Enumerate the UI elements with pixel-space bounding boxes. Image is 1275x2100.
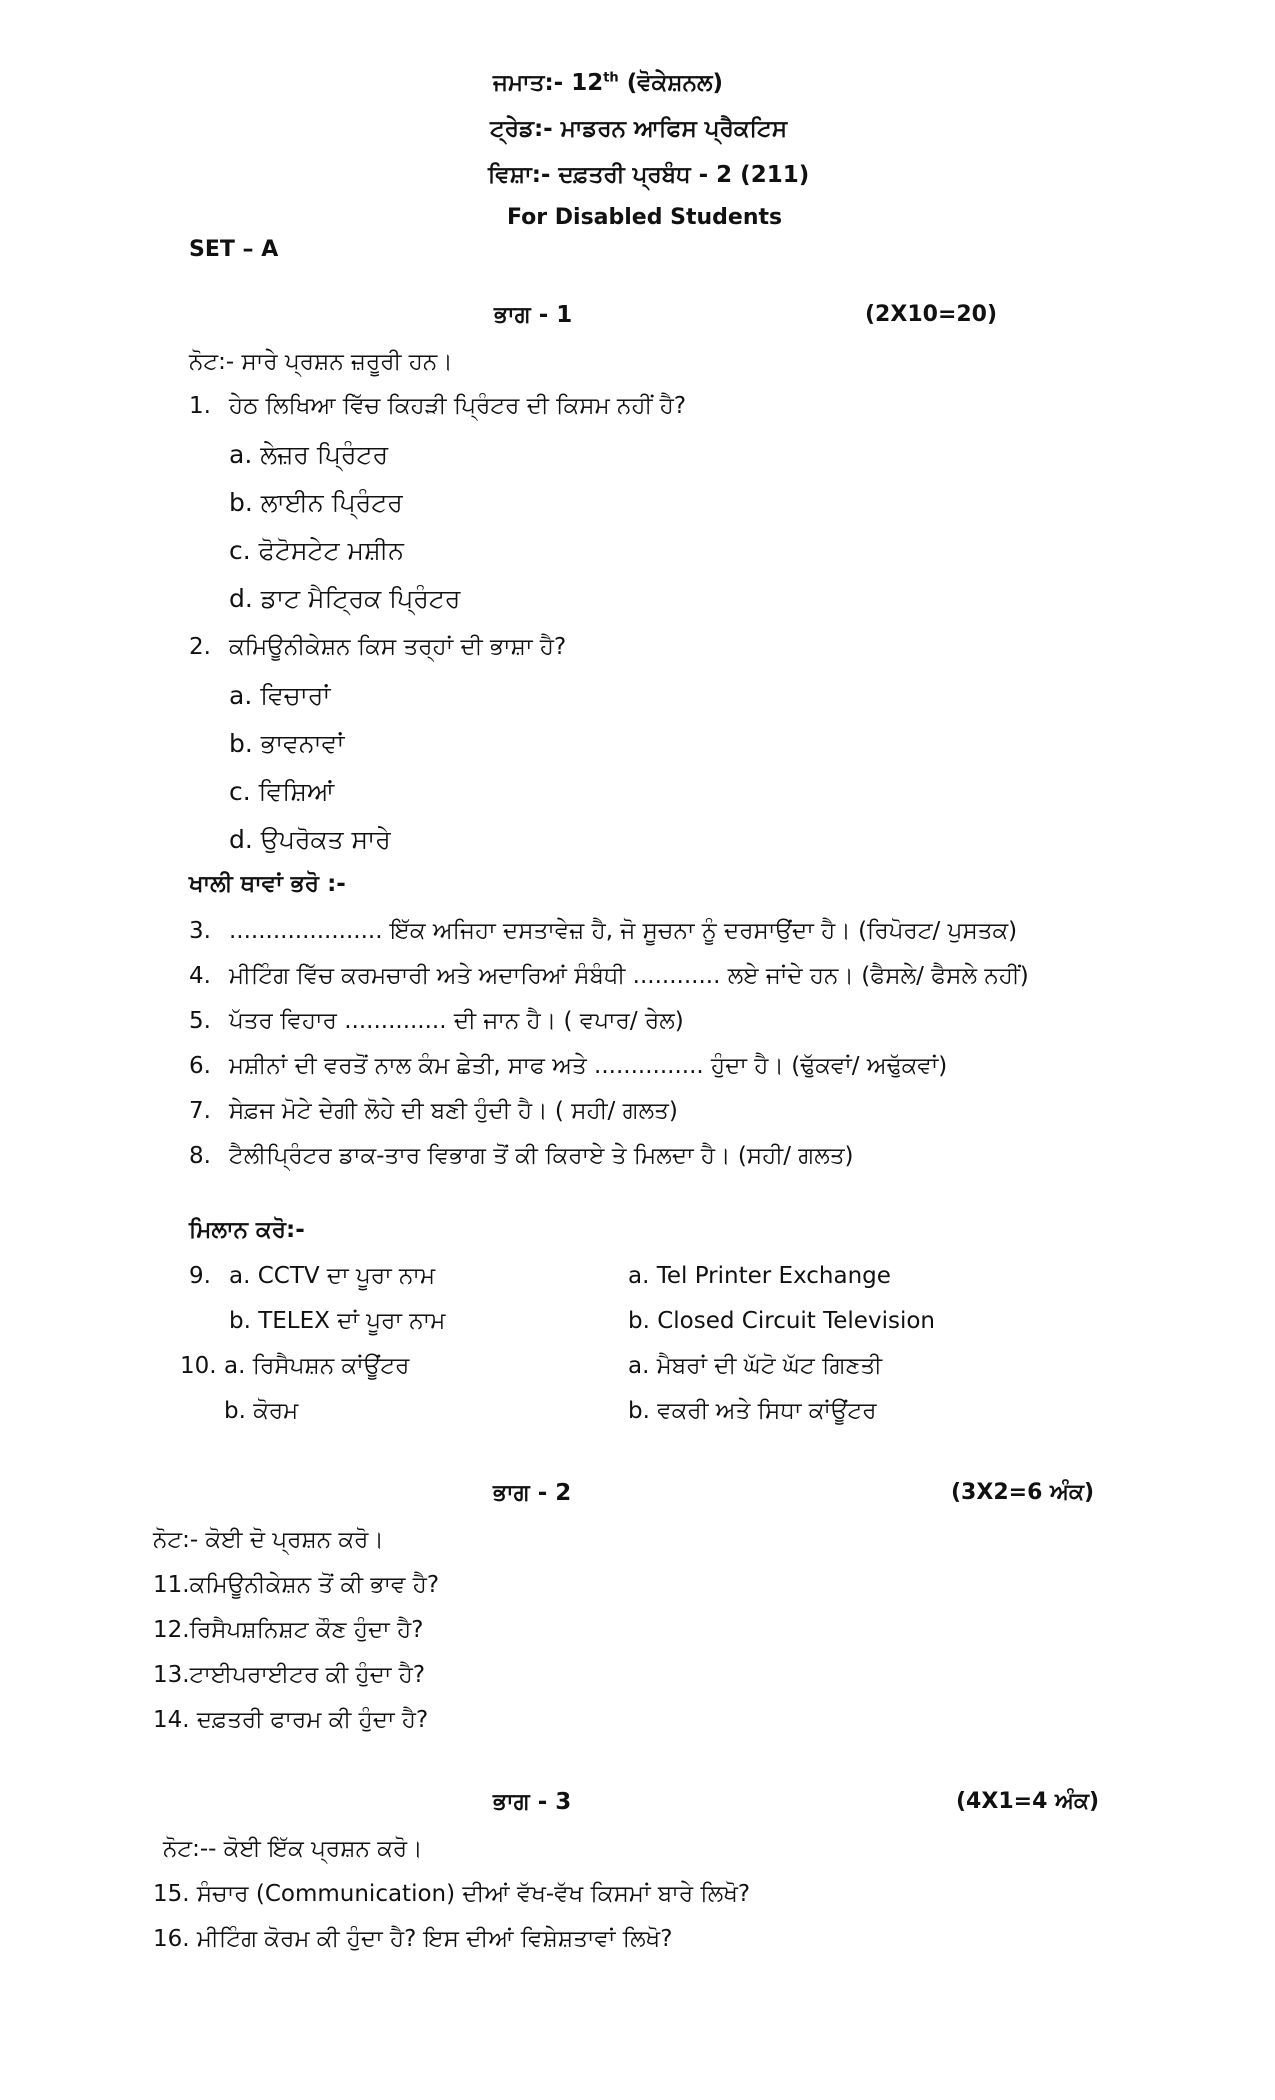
part2-marks: (3X2=6 ਅੰਕ) [951,1480,1095,1505]
q2-number: 2. [189,634,211,660]
q6-text: ਮਸ਼ੀਨਾਂ ਦੀ ਵਰਤੋਂ ਨਾਲ ਕੰਮ ਛੇਤੀ, ਸਾਫ ਅਤੇ ............... ਹੁੰਦਾ ਹੈ। (ਢੁੱਕਵਾਂ/ ਅਢੁੱਕਵਾਂ) [229,1053,948,1079]
set-label: SET – A [189,237,279,262]
option-text: ਉਪਰੋਕਤ ਸਾਰੇ [260,825,391,854]
part1-marks: (2X10=20) [865,302,998,327]
part3-title: ਭਾਗ - 3 [493,1789,572,1815]
q1-text: ਹੇਠ ਲਿਖਿਆ ਵਿੱਚ ਕਿਹੜੀ ਪ੍ਰਿੰਟਰ ਦੀ ਕਿਸਮ ਨਹੀਂ ਹੈ? [229,393,687,419]
q14-text: 14. ਦਫ਼ਤਰੀ ਫਾਰਮ ਕੀ ਹੁੰਦਾ ਹੈ? [153,1707,429,1733]
q4-text: ਮੀਟਿੰਗ ਵਿੱਚ ਕਰਮਚਾਰੀ ਅਤੇ ਅਦਾਰਿਆਂ ਸੰਬੰਧੀ ............ ਲਏ ਜਾਂਦੇ ਹਨ। (ਫੈਸਲੇ/ ਫੈਸਲੇ ਨਹੀਂ) [229,963,1029,989]
q10-number: 10. [180,1353,217,1379]
option-label: b. [229,729,253,758]
q6-number: 6. [189,1053,211,1079]
option-label: c. [229,777,251,806]
q2-option-a [229,681,331,711]
match-left: b. ਕੋਰਮ [224,1398,299,1424]
q1-option-d [229,584,460,614]
option-label: a. [229,440,253,469]
part2-note: ਨੋਟ:- ਕੋਈ ਦੋ ਪ੍ਰਸ਼ਨ ਕਰੋ। [153,1527,384,1553]
q1-number: 1. [189,393,211,419]
q3-number: 3. [189,918,211,944]
match-heading: ਮਿਲਾਨ ਕਰੋ:- [189,1217,305,1243]
option-text: ਵਿਚਾਰਾਂ [260,681,331,710]
option-text: ਲਾਈਨ ਪ੍ਰਿੰਟਰ [260,488,403,517]
q1-option-c [229,536,404,566]
q9-number: 9. [189,1263,211,1289]
class-title-main: ਜਮਾਤ:- 12 [493,70,604,96]
option-label: b. [229,488,253,517]
q5-number: 5. [189,1008,211,1034]
match-left: b. TELEX ਦਾਂ ਪੂਰਾ ਨਾਮ [229,1308,446,1334]
q15-text: 15. ਸੰਚਾਰ (Communication) ਦੀਆਂ ਵੱਖ-ਵੱਖ ਕਿਸਮਾਂ ਬਾਰੇ ਲਿਖੋ? [153,1881,751,1907]
q1-option-a [229,440,388,470]
match-right: a. Tel Printer Exchange [628,1263,891,1289]
match-left: a. ਰਿਸੈਪਸ਼ਨ ਕਾਂਊਂਟਰ [224,1353,410,1379]
fill-blanks-heading: ਖਾਲੀ ਥਾਵਾਂ ਭਰੋ :- [189,871,346,897]
match-right: a. ਮੈਬਰਾਂ ਦੀ ਘੱਟੋ ਘੱਟ ਗਿਣਤੀ [628,1353,883,1379]
class-title-suffix: (ਵੋਕੇਸ਼ਨਲ) [618,70,724,96]
match-right: b. ਵਕਰੀ ਅਤੇ ਸਿਧਾ ਕਾਂਊਂਟਰ [628,1398,877,1424]
q3-text: ..................... ਇੱਕ ਅਜਿਹਾ ਦਸਤਾਵੇਜ਼ ਹੈ, ਜੋ ਸੂਚਨਾ ਨੂੰ ਦਰਸਾਉਂਦਾ ਹੈ। (ਰਿਪੋਰਟ/ ਪੁਸਤਕ) [229,918,1018,944]
class-title-sup: th [603,70,619,86]
option-label: c. [229,536,251,565]
for-students: For Disabled Students [507,205,783,230]
q2-option-d [229,825,391,855]
trade-title: ਟ੍ਰੇਡ:- ਮਾਡਰਨ ਆਫਿਸ ਪ੍ਰੈਕਟਿਸ [490,116,788,142]
part1-title: ਭਾਗ - 1 [494,302,573,328]
q2-option-c [229,777,334,807]
match-right: b. Closed Circuit Television [628,1308,935,1334]
option-text: ਲੇਜ਼ਰ ਪ੍ਰਿੰਟਰ [260,440,389,469]
option-label: a. [229,681,253,710]
option-text: ਫੋਟੋਸਟੇਟ ਮਸ਼ੀਨ [258,536,404,565]
q4-number: 4. [189,963,211,989]
q12-text: 12.ਰਿਸੈਪਸ਼ਨਿਸ਼ਟ ਕੌਣ ਹੁੰਦਾ ਹੈ? [153,1617,424,1643]
q13-text: 13.ਟਾਈਪਰਾਈਟਰ ਕੀ ਹੁੰਦਾ ਹੈ? [153,1662,426,1688]
part2-title: ਭਾਗ - 2 [493,1480,572,1506]
q8-number: 8. [189,1143,211,1169]
match-left: a. CCTV ਦਾ ਪੂਰਾ ਨਾਮ [229,1263,436,1289]
option-label: d. [229,825,253,854]
q1-option-b [229,488,403,518]
subject-title: ਵਿਸ਼ਾ:- ਦਫ਼ਤਰੀ ਪ੍ਰਬੰਧ - 2 (211) [488,162,810,188]
part1-note: ਨੋਟ:- ਸਾਰੇ ਪ੍ਰਸ਼ਨ ਜ਼ਰੂਰੀ ਹਨ। [189,349,453,375]
q2-option-b [229,729,344,759]
option-text: ਡਾਟ ਮੈਟ੍ਰਿਕ ਪ੍ਰਿੰਟਰ [260,584,461,613]
part3-note: ਨੋਟ:-- ਕੋਈ ਇੱਕ ਪ੍ਰਸ਼ਨ ਕਰੋ। [163,1836,423,1862]
option-text: ਭਾਵਨਾਵਾਂ [260,729,345,758]
q8-text: ਟੈਲੀਪ੍ਰਿੰਟਰ ਡਾਕ-ਤਾਰ ਵਿਭਾਗ ਤੋਂ ਕੀ ਕਿਰਾਏ ਤੇ ਮਿਲਦਾ ਹੈ। (ਸਹੀ/ ਗਲਤ) [229,1143,854,1169]
option-label: d. [229,584,253,613]
q5-text: ਪੱਤਰ ਵਿਹਾਰ .............. ਦੀ ਜਾਨ ਹੈ। ( ਵਪਾਰ/ ਰੇਲ) [229,1008,684,1034]
q7-text: ਸੇਫ਼ਜ ਮੋਟੇ ਦੇਗੀ ਲੋਹੇ ਦੀ ਬਣੀ ਹੁੰਦੀ ਹੈ। ( ਸਹੀ/ ਗਲਤ) [229,1098,678,1124]
q16-text: 16. ਮੀਟਿੰਗ ਕੋਰਮ ਕੀ ਹੁੰਦਾ ਹੈ? ਇਸ ਦੀਆਂ ਵਿਸ਼ੇਸ਼ਤਾਵਾਂ ਲਿਖੋ? [153,1926,673,1952]
q7-number: 7. [189,1098,211,1124]
option-text: ਵਿਸ਼ਿਆਂ [258,777,335,806]
q2-text: ਕਮਿਊਨੀਕੇਸ਼ਨ ਕਿਸ ਤਰ੍ਹਾਂ ਦੀ ਭਾਸ਼ਾ ਹੈ? [229,634,567,660]
class-title [493,70,723,96]
part3-marks: (4X1=4 ਅੰਕ) [956,1789,1100,1814]
q11-text: 11.ਕਮਿਊਨੀਕੇਸ਼ਨ ਤੋਂ ਕੀ ਭਾਵ ਹੈ? [153,1572,440,1598]
